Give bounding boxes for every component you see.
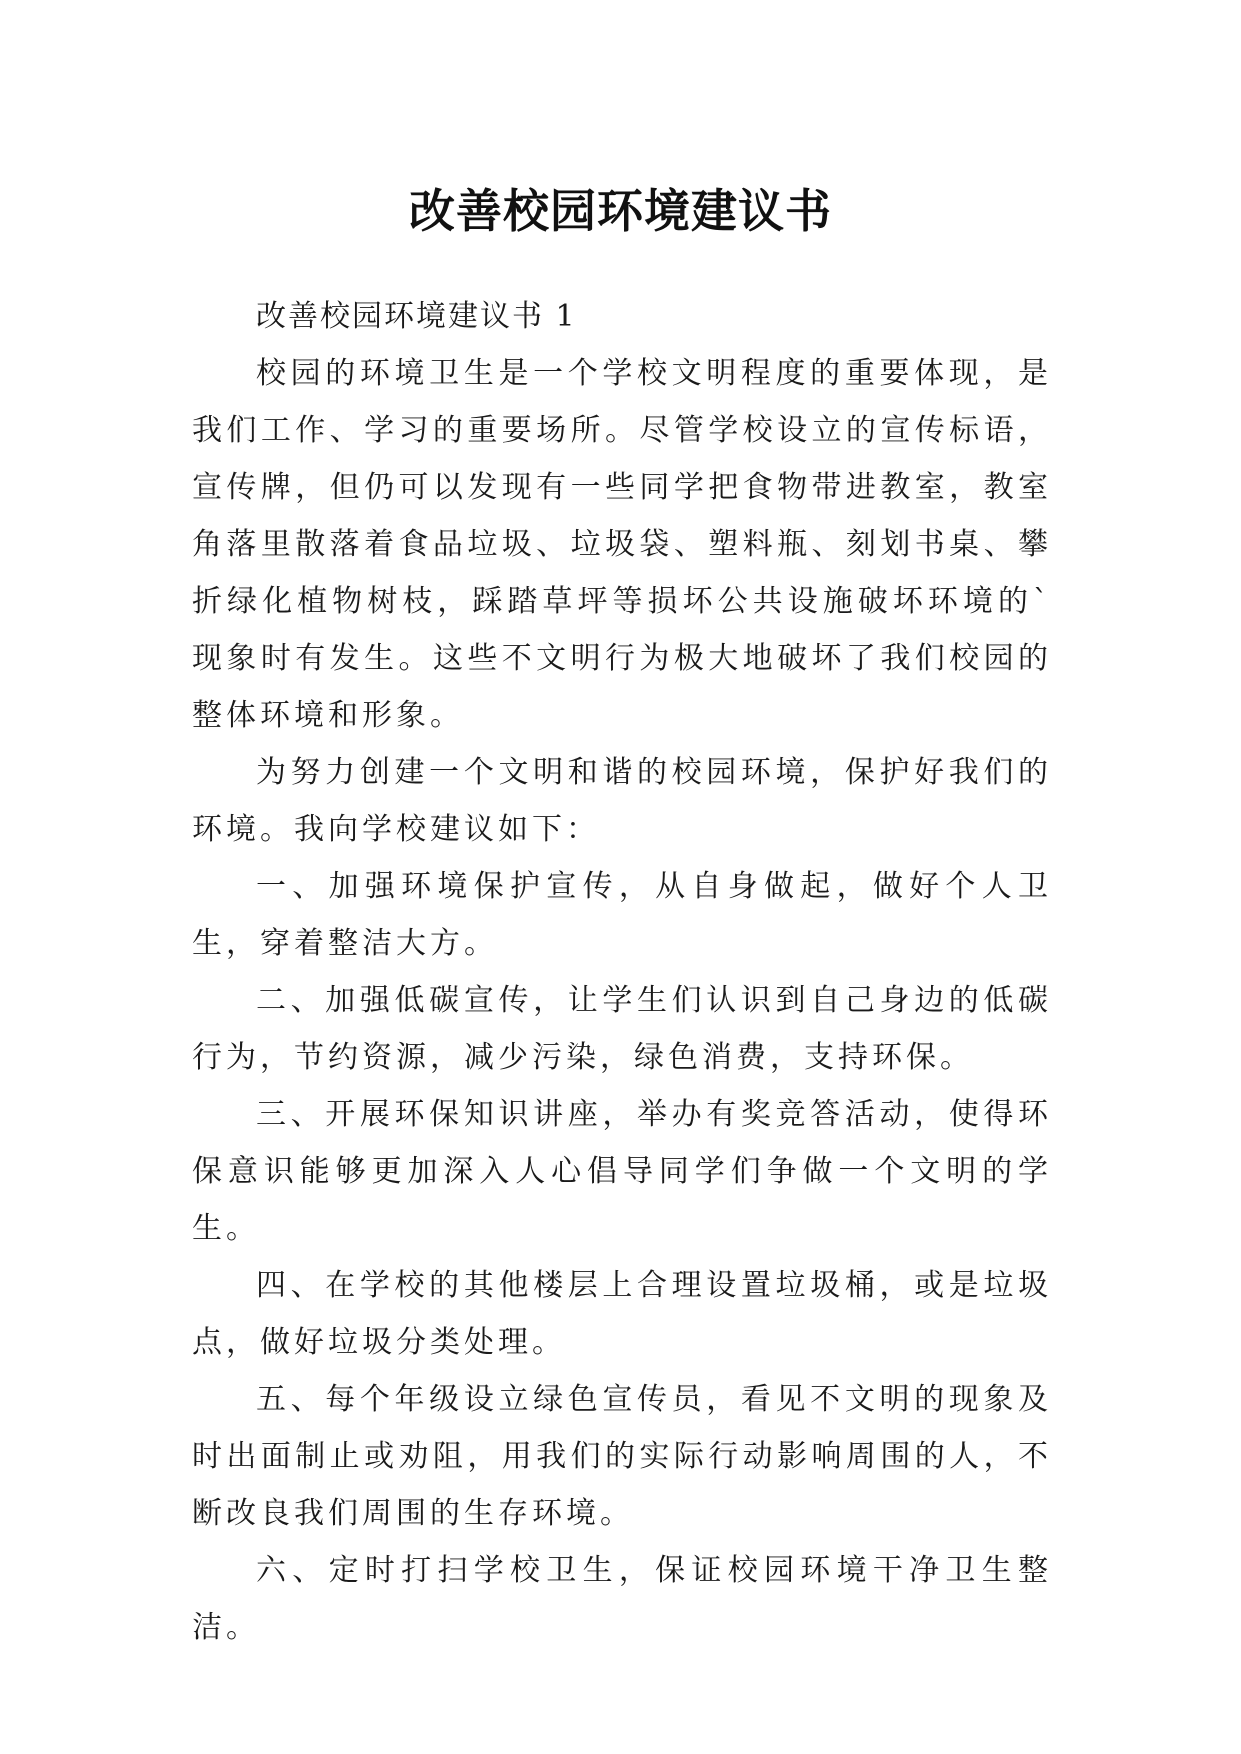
- paragraph-suggestion-2: 二、加强低碳宣传，让学生们认识到自己身边的低碳行为，节约资源，减少污染，绿色消费，支持环保。: [192, 983, 1052, 1075]
- paragraph-suggestion-3: 三、开展环保知识讲座，举办有奖竞答活动，使得环保意识能够更加深入人心倡导同学们争做一个文明的学生。: [192, 1097, 1052, 1246]
- document-body: [192, 288, 1052, 1656]
- document-title: 改善校园环境建议书: [409, 183, 832, 238]
- paragraph-suggestion-1: 一、加强环境保护宣传，从自身做起，做好个人卫生，穿着整洁大方。: [192, 869, 1052, 961]
- paragraph-intro: 校园的环境卫生是一个学校文明程度的重要体现，是我们工作、学习的重要场所。尽管学校设立的宣传标语，宣传牌，但仍可以发现有一些同学把食物带进教室，教室角落里散落着食品垃圾、垃圾袋、塑料瓶、刻划书桌、攀折绿化植物树枝，踩踏草坪等损坏公共设施破坏环境的`现象时有发生。这些不文明行为极大地破坏了我们校园的整体环境和形象。: [192, 356, 1052, 733]
- paragraph-suggestion-4: 四、在学校的其他楼层上合理设置垃圾桶，或是垃圾点，做好垃圾分类处理。: [192, 1268, 1052, 1360]
- paragraph-purpose: 为努力创建一个文明和谐的校园环境，保护好我们的环境。我向学校建议如下：: [192, 755, 1052, 847]
- paragraph-subtitle: 改善校园环境建议书 1: [256, 299, 577, 334]
- paragraph-suggestion-5: 五、每个年级设立绿色宣传员，看见不文明的现象及时出面制止或劝阻，用我们的实际行动影响周围的人，不断改良我们周围的生存环境。: [192, 1382, 1052, 1531]
- paragraph-suggestion-6: 六、定时打扫学校卫生，保证校园环境干净卫生整洁。: [192, 1553, 1052, 1645]
